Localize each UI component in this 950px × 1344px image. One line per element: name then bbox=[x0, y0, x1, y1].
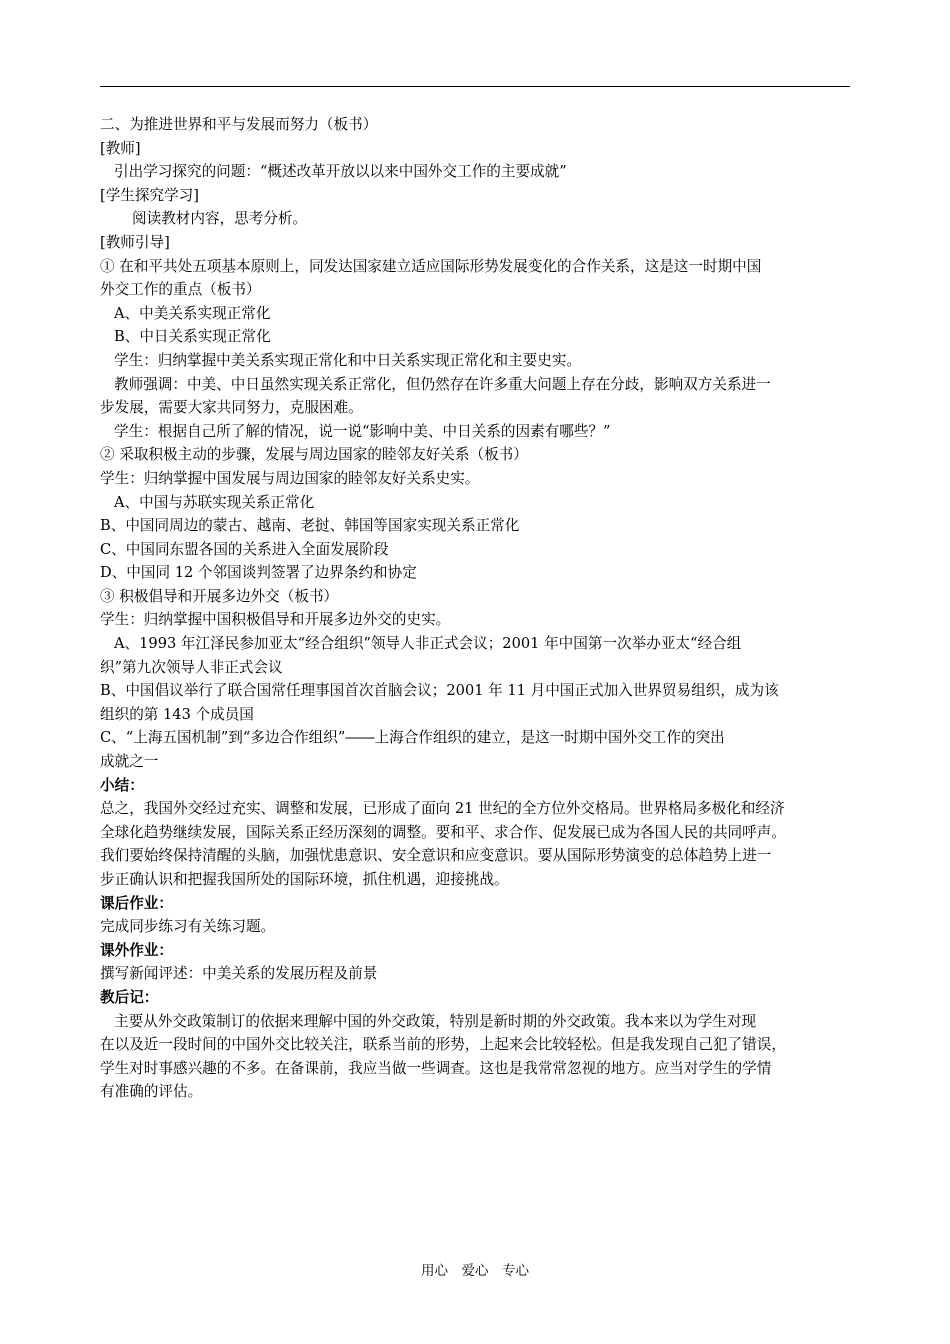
text-line: 外交工作的重点（板书） bbox=[100, 281, 261, 299]
reflection-heading: 教后记： bbox=[100, 988, 159, 1006]
text-line: [教师引导] bbox=[100, 233, 170, 251]
text-line: ② 采取积极主动的步骤，发展与周边国家的睦邻友好关系（板书） bbox=[100, 446, 528, 464]
text-line: C、“上海五国机制”到“多边合作组织”――上海合作组织的建立，是这一时期中国外交工作的突出 bbox=[100, 729, 725, 747]
text-line: 主要从外交政策制订的依据来理解中国的外交政策，特别是新时期的外交政策。我本来以为学生对现 bbox=[114, 1012, 757, 1030]
document-body bbox=[100, 113, 852, 1104]
text-line: C、中国同东盟各国的关系进入全面发展阶段 bbox=[100, 540, 389, 558]
text-line: ③ 积极倡导和开展多边外交（板书） bbox=[100, 587, 339, 605]
text-line: A、1993 年江泽民参加亚太“经合组织”领导人非正式会议；2001 年中国第一次举办亚太“经合组 bbox=[114, 635, 742, 653]
header-rule bbox=[100, 86, 850, 87]
text-line: 在以及近一段时间的中国外交比较关注，联系当前的形势，上起来会比较轻松。但是我发现自己犯了错误， bbox=[100, 1036, 786, 1054]
text-line: 步正确认识和把握我国所处的国际环境，抓住机遇，迎接挑战。 bbox=[100, 871, 509, 888]
text-line: D、中国同 12 个邻国谈判签署了边界条约和协定 bbox=[100, 564, 417, 582]
text-line: 引出学习探究的问题：“概述改革开放以以来中国外交工作的主要成就” bbox=[114, 163, 567, 181]
text-line: A、中美关系实现正常化 bbox=[114, 304, 271, 322]
extra-homework-heading: 课外作业： bbox=[100, 941, 173, 959]
text-line: 学生：根据自己所了解的情况，说一说“影响中美、中日关系的因素有哪些？” bbox=[114, 422, 611, 440]
text-line: B、中国倡议举行了联合国常任理事国首次首脑会议；2001 年 11 月中国正式加入世界贸易组织，成为该 bbox=[100, 682, 779, 700]
text-line: 教师强调：中美、中日虽然实现关系正常化，但仍然存在许多重大问题上存在分歧，影响双方关系进一 bbox=[114, 375, 771, 393]
text-line: A、中国与苏联实现关系正常化 bbox=[114, 493, 315, 511]
text-line: B、中国同周边的蒙古、越南、老挝、韩国等国家实现关系正常化 bbox=[100, 517, 520, 535]
page-footer: 用心 爱心 专心 bbox=[421, 1263, 529, 1279]
text-line: 学生对时事感兴趣的不多。在备课前，我应当做一些调查。这也是我常常忽视的地方。应当对学生的学情 bbox=[100, 1059, 772, 1077]
text-line: ① 在和平共处五项基本原则上，同发达国家建立适应国际形势发展变化的合作关系，这是这一时期中国 bbox=[100, 257, 762, 275]
text-line: 撰写新闻评述：中美关系的发展历程及前景 bbox=[100, 965, 378, 983]
text-line: 学生：归纳掌握中美关系实现正常化和中日关系实现正常化和主要史实。 bbox=[114, 351, 582, 369]
text-line: B、中日关系实现正常化 bbox=[114, 328, 271, 346]
text-line: 我们要始终保持清醒的头脑，加强忧患意识、安全意识和应变意识。要从国际形势演变的总体趋势上进一 bbox=[100, 847, 772, 865]
text-line: 完成同步练习有关练习题。 bbox=[100, 918, 276, 936]
text-line: 步发展，需要大家共同努力，克服困难。 bbox=[100, 399, 363, 417]
text-line: [学生探究学习] bbox=[100, 186, 199, 204]
text-line: [教师] bbox=[100, 139, 141, 157]
homework-heading: 课后作业： bbox=[100, 894, 173, 912]
text-line: 阅读教材内容，思考分析。 bbox=[132, 210, 308, 228]
text-line: 成就之一 bbox=[100, 753, 159, 771]
text-line: 组织的第 143 个成员国 bbox=[100, 705, 254, 723]
text-line: 学生：归纳掌握中国积极倡导和开展多边外交的史实。 bbox=[100, 611, 451, 629]
summary-heading: 小结： bbox=[100, 776, 144, 794]
text-line: 全球化趋势继续发展，国际关系正经历深刻的调整。要和平、求合作、促发展已成为各国人民的共同呼声。 bbox=[100, 823, 786, 841]
text-line: 有准确的评估。 bbox=[100, 1083, 203, 1101]
text-line: 学生：归纳掌握中国发展与周边国家的睦邻友好关系史实。 bbox=[100, 469, 480, 487]
text-line: 总之，我国外交经过充实、调整和发展，已形成了面向 21 世纪的全方位外交格局。世界格局多极化和经济 bbox=[100, 800, 785, 818]
text-line: 织”第九次领导人非正式会议 bbox=[100, 658, 283, 676]
section-heading: 二、为推进世界和平与发展而努力（板书） bbox=[100, 116, 378, 133]
